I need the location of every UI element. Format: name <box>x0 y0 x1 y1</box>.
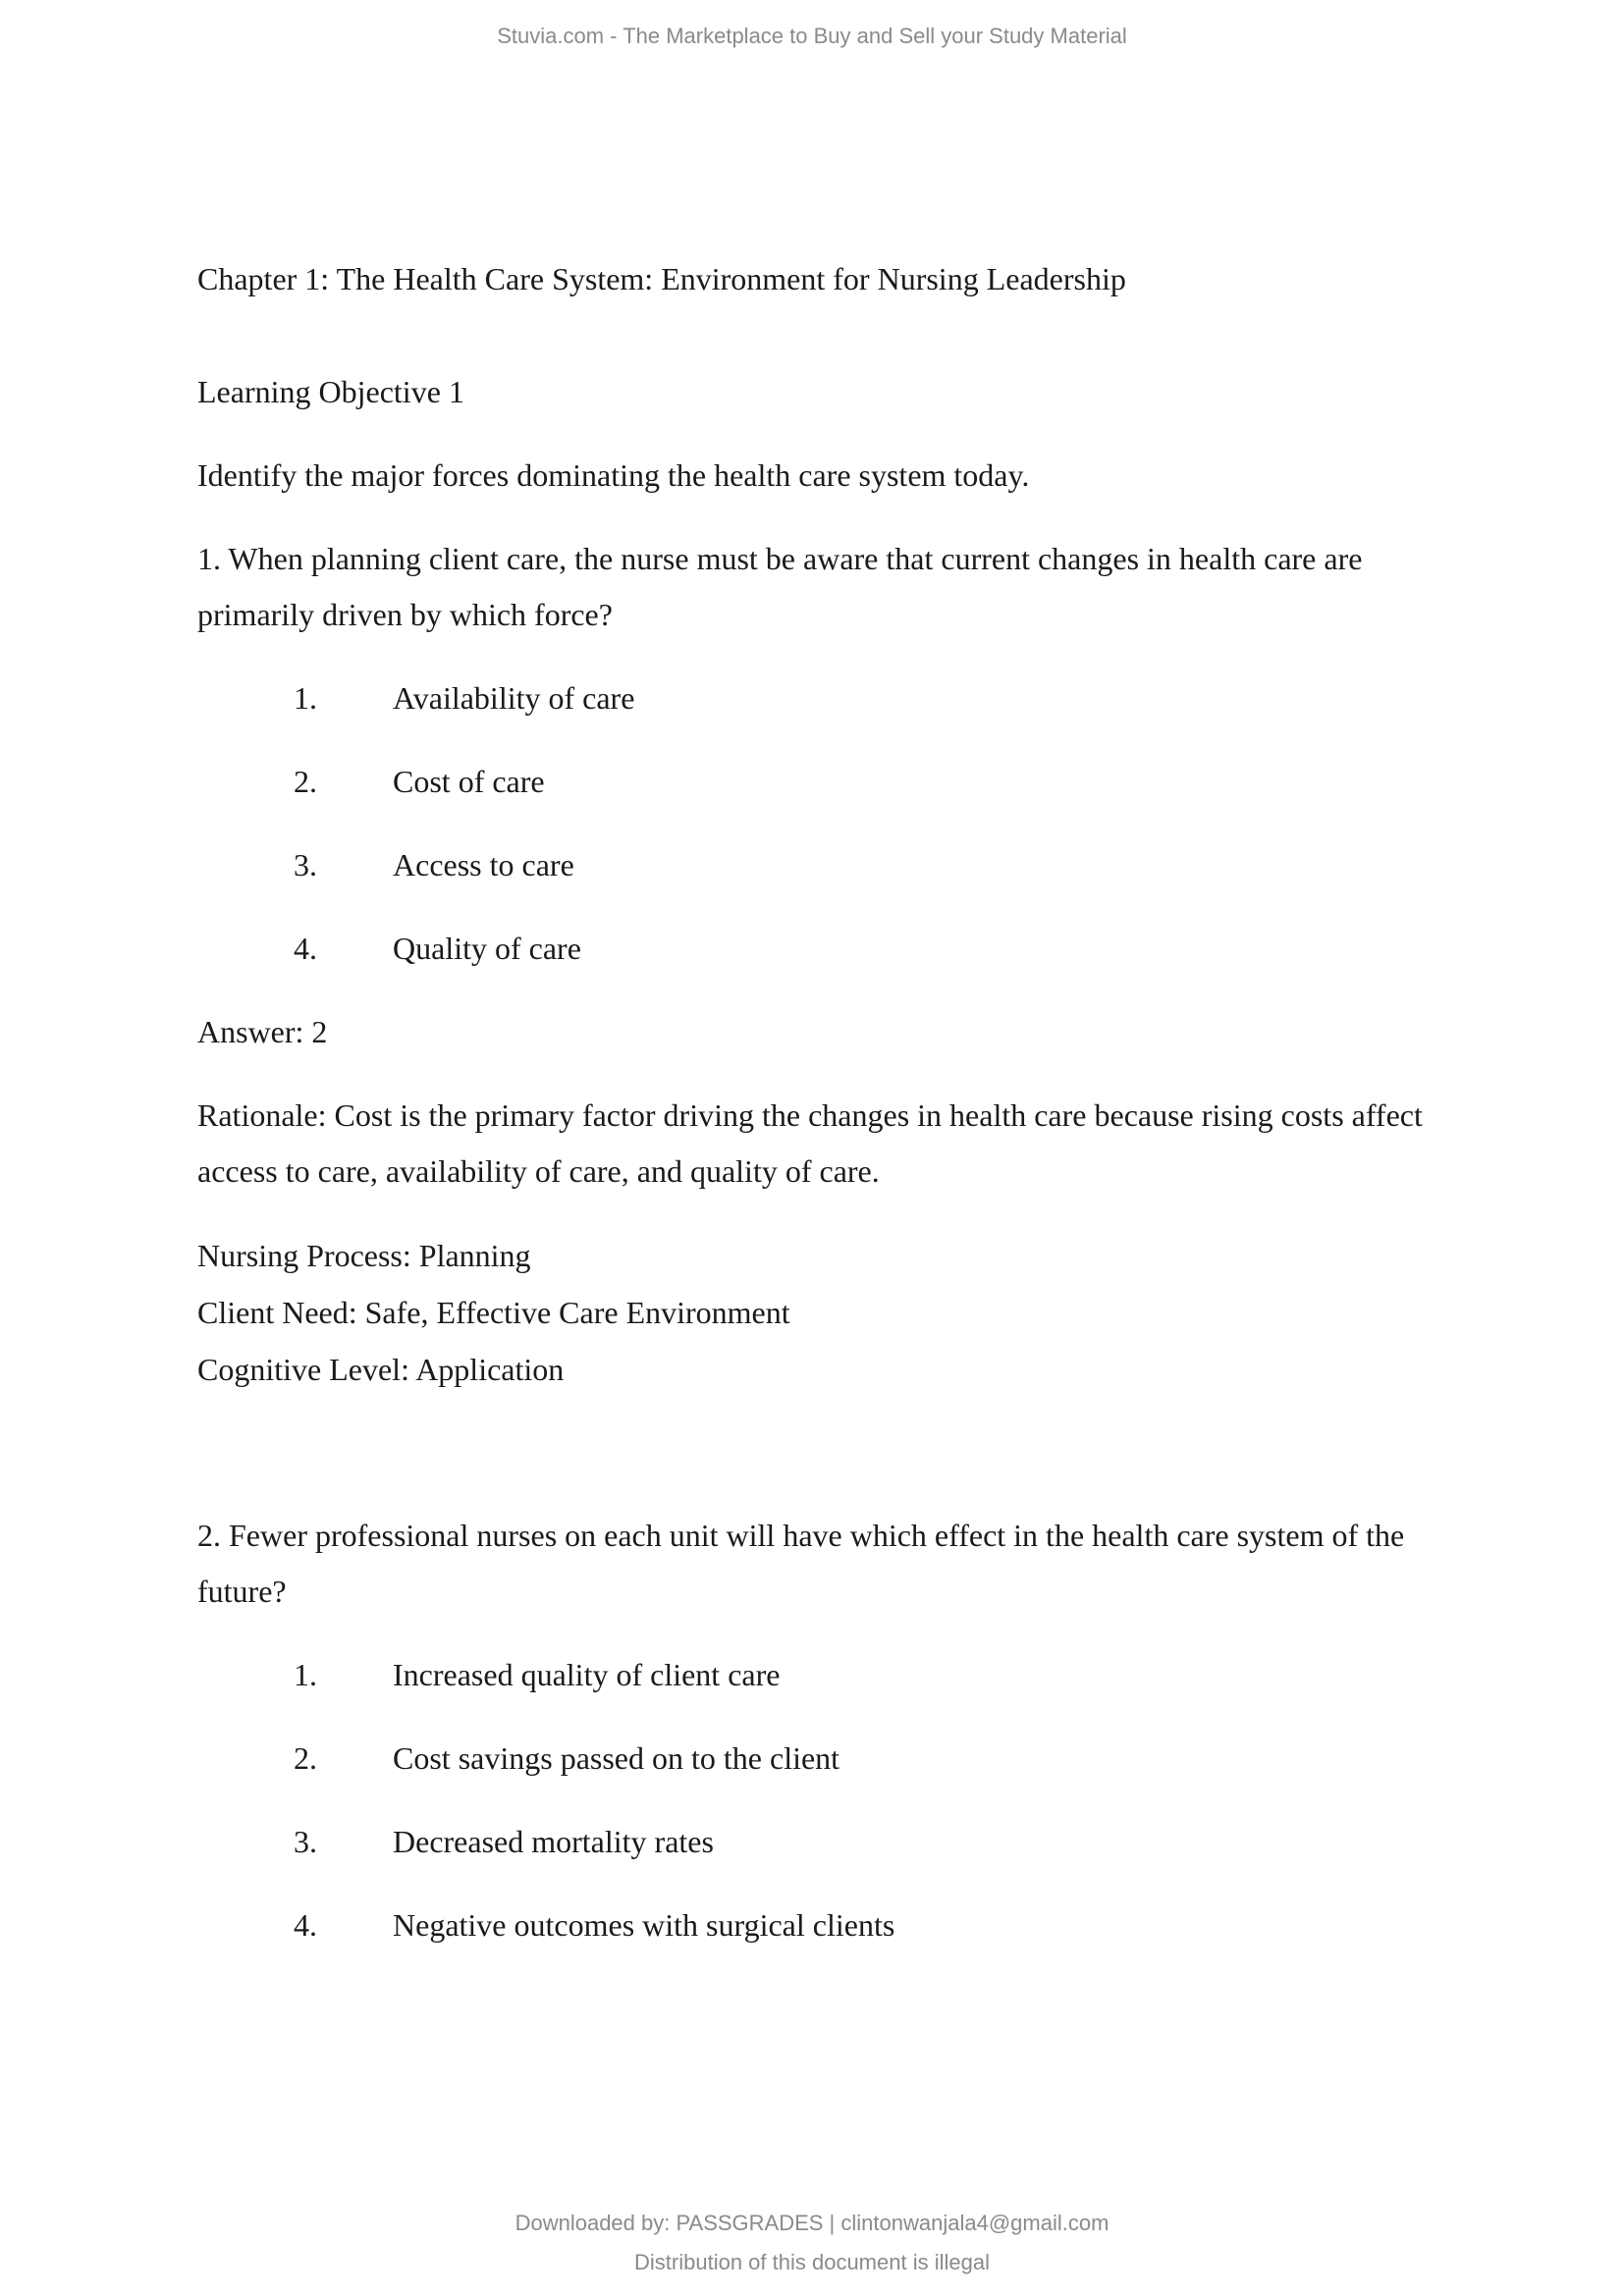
option-number: 3. <box>294 847 317 882</box>
answer-option <box>197 670 1474 726</box>
option-text: Decreased mortality rates <box>393 1824 714 1859</box>
client-need: Client Need: Safe, Effective Care Environment <box>197 1295 790 1330</box>
question-block <box>197 1508 1474 1953</box>
learning-objective-heading: Learning Objective 1 <box>197 374 464 409</box>
document-body <box>197 251 1474 1981</box>
option-text: Increased quality of client care <box>393 1657 781 1692</box>
rationale: Rationale: Cost is the primary factor driving the changes in health care because rising costs affect access to care, availability of care, and quality of care. <box>197 1097 1423 1189</box>
option-text: Access to care <box>393 847 574 882</box>
answer-option <box>197 754 1474 810</box>
option-text: Cost of care <box>393 764 545 799</box>
header-watermark: Stuvia.com - The Marketplace to Buy and Sell your Study Material <box>497 24 1127 48</box>
option-text: Negative outcomes with surgical clients <box>393 1907 895 1943</box>
question-stem: 1. When planning client care, the nurse must be aware that current changes in health care are primarily driven by which force? <box>197 541 1363 632</box>
option-number: 1. <box>294 1657 317 1692</box>
option-text: Quality of care <box>393 931 581 966</box>
answer-option <box>197 837 1474 893</box>
answer-key: Answer: 2 <box>197 1014 328 1049</box>
answer-option <box>197 921 1474 977</box>
footer-downloaded-by: Downloaded by: PASSGRADES | clintonwanjala4@gmail.com <box>514 2211 1110 2235</box>
option-number: 2. <box>294 1740 317 1776</box>
question-stem: 2. Fewer professional nurses on each unit will have which effect in the health care system of the future? <box>197 1518 1405 1609</box>
option-number: 1. <box>294 680 317 716</box>
answer-option <box>197 1814 1474 1870</box>
cognitive-level: Cognitive Level: Application <box>197 1352 565 1387</box>
option-number: 3. <box>294 1824 317 1859</box>
option-number: 2. <box>294 764 317 799</box>
answer-option <box>197 1897 1474 1953</box>
chapter-title: Chapter 1: The Health Care System: Environment for Nursing Leadership <box>197 261 1126 296</box>
footer-distribution-notice: Distribution of this document is illegal <box>634 2250 990 2274</box>
nursing-process: Nursing Process: Planning <box>197 1238 531 1273</box>
option-number: 4. <box>294 1907 317 1943</box>
option-text: Availability of care <box>393 680 635 716</box>
option-number: 4. <box>294 931 317 966</box>
option-text: Cost savings passed on to the client <box>393 1740 840 1776</box>
answer-option <box>197 1647 1474 1703</box>
learning-objective-text: Identify the major forces dominating the health care system today. <box>197 457 1030 493</box>
question-block <box>197 531 1474 1398</box>
answer-option <box>197 1731 1474 1787</box>
